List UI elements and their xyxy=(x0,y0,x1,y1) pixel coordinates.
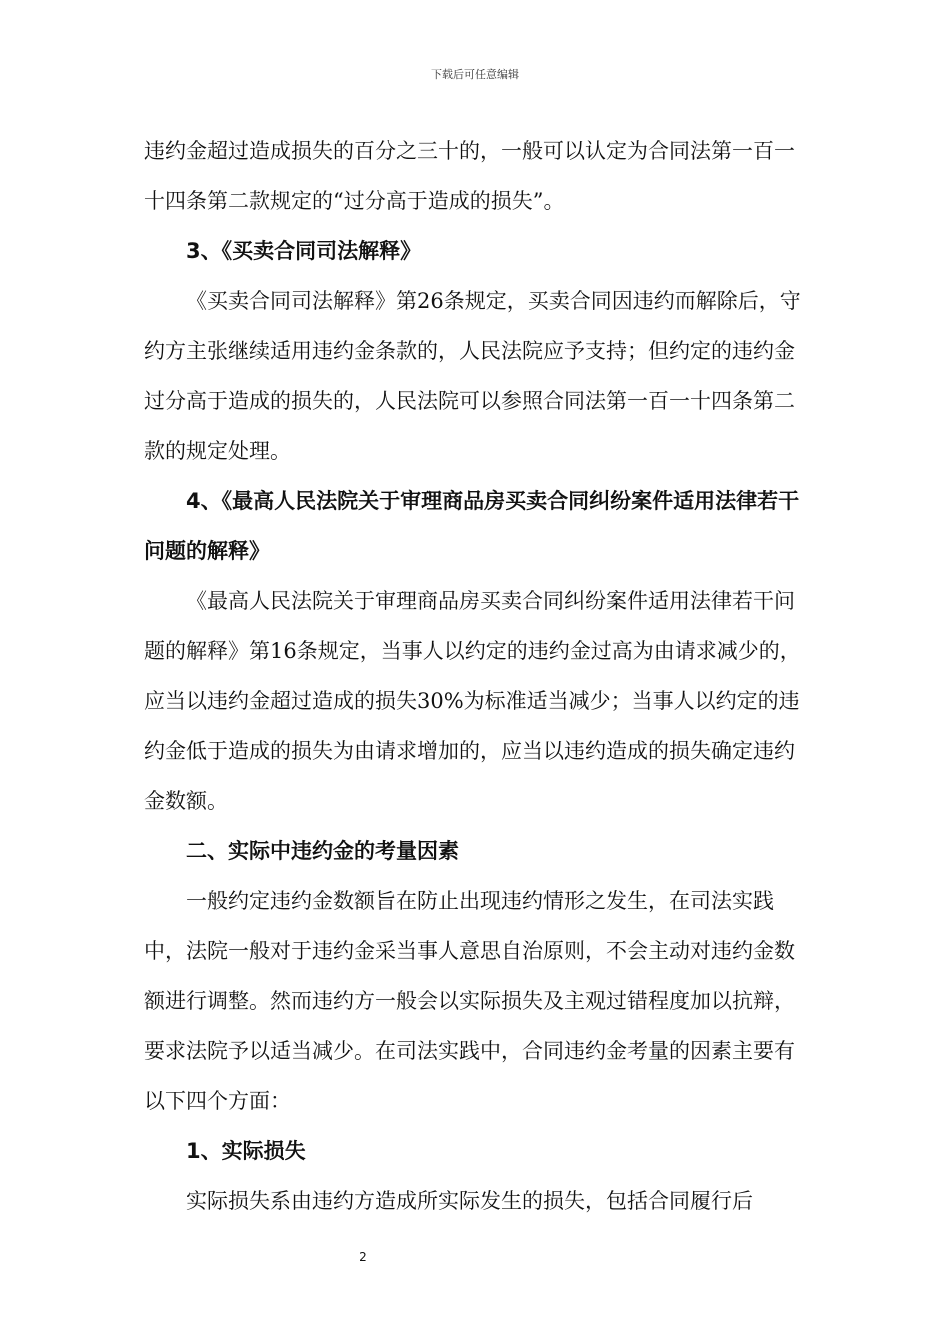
page-header: 下载后可任意编辑 xyxy=(431,68,519,81)
document-body xyxy=(144,126,814,1226)
paragraph: 实际损失系由违约方造成所实际发生的损失，包括合同履行后 xyxy=(186,1189,753,1213)
section-heading-4: 4、《最高人民法院关于审理商品房买卖合同纠纷案件适用法律若干问题的解释》 xyxy=(144,489,800,563)
paragraph: 一般约定违约金数额旨在防止出现违约情形之发生，在司法实践中，法院一般对于违约金采当事人意思自治原则，不会主动对违约金数额进行调整。然而违约方一般会以实际损失及主观过错程度加以抗辩，要求法院予以适当减少。在司法实践中，合同违约金考量的因素主要有以下四个方面： xyxy=(144,889,795,1113)
paragraph: 《买卖合同司法解释》第26条规定，买卖合同因违约而解除后，守约方主张继续适用违约金条款的，人民法院应予支持；但约定的违约金过分高于造成的损失的，人民法院可以参照合同法第一百一十四条第二款的规定处理。 xyxy=(144,289,801,463)
chapter-heading: 二、实际中违约金的考量因素 xyxy=(186,839,459,863)
section-heading-1: 1、实际损失 xyxy=(186,1139,306,1163)
paragraph-continuation: 违约金超过造成损失的百分之三十的，一般可以认定为合同法第一百一十四条第二款规定的“过分高于造成的损失”。 xyxy=(144,139,795,213)
section-heading-3: 3、《买卖合同司法解释》 xyxy=(186,239,422,263)
paragraph: 《最高人民法院关于审理商品房买卖合同纠纷案件适用法律若干问题的解释》第16条规定，当事人以约定的违约金过高为由请求减少的，应当以违约金超过造成的损失30%为标准适当减少；当事人以约定的违约金低于造成的损失为由请求增加的，应当以违约造成的损失确定违约金数额。 xyxy=(144,589,801,813)
page-number: 2 xyxy=(359,1250,367,1264)
